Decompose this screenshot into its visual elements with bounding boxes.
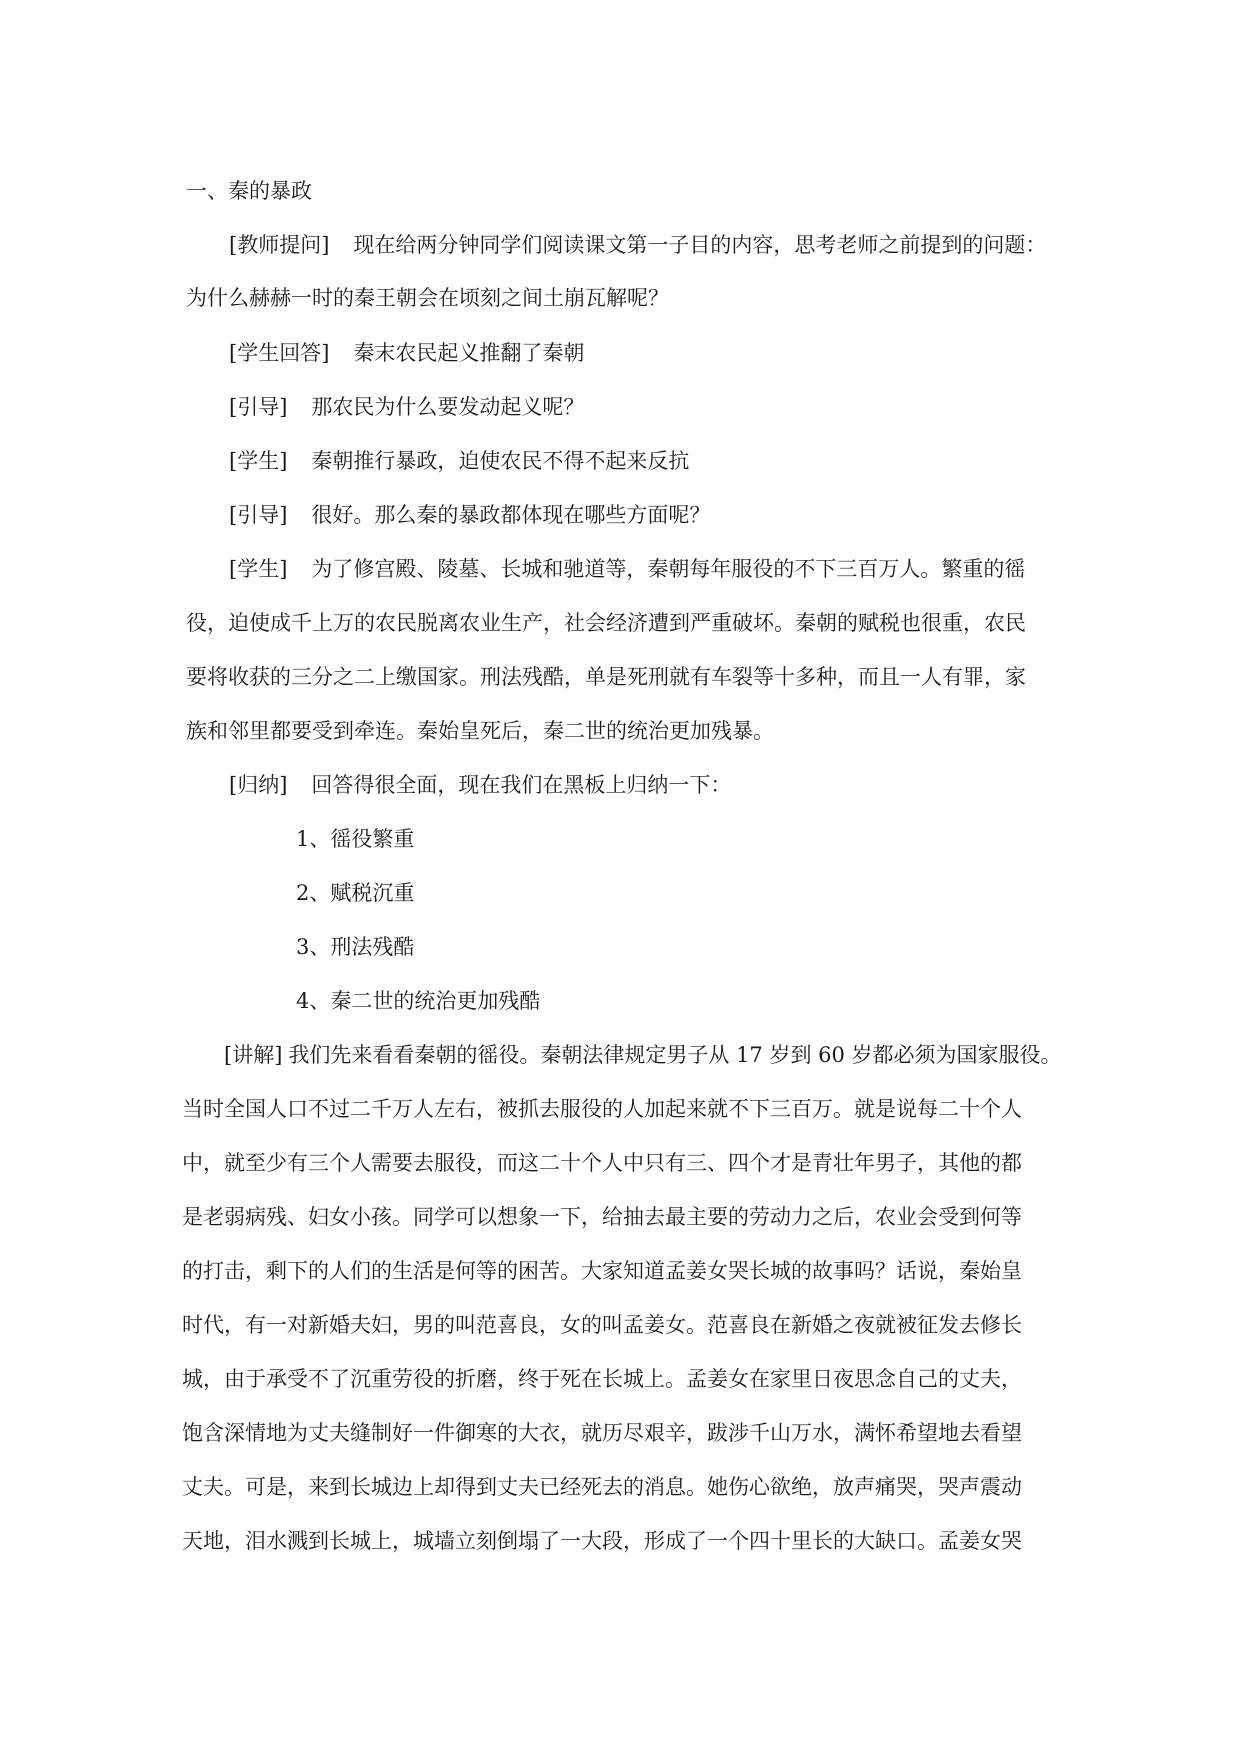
dialogue-continuation: 要将收获的三分之二上缴国家。刑法残酷，单是死刑就有车裂等十多种，而且一人有罪，家 — [186, 665, 1026, 689]
lecture-line: 饱含深情地为丈夫缝制好一件御寒的大衣，就历尽艰辛，跋涉千山万水，满怀希望地去看望 — [182, 1421, 1022, 1445]
summary-item: 3、刑法残酷 — [296, 935, 415, 959]
dialogue-line — [229, 770, 731, 800]
lecture-line: 城，由于承受不了沉重劳役的折磨，终于死在长城上。孟姜女在家里日夜思念自己的丈夫， — [182, 1367, 1022, 1391]
section-title: 一、秦的暴政 — [186, 179, 312, 203]
lecture-line: 丈夫。可是，来到长城边上却得到丈夫已经死去的消息。她伤心欲绝，放声痛哭，哭声震动 — [182, 1475, 1022, 1499]
speaker-tag: [学生回答] — [229, 341, 330, 365]
speaker-tag: [学生] — [229, 557, 288, 581]
dialogue-text: 回答得很全面，现在我们在黑板上归纳一下： — [311, 773, 732, 797]
lecture-line: 当时全国人口不过二千万人左右，被抓去服役的人加起来就不下三百万。就是说每二十个人 — [182, 1097, 1022, 1121]
lecture-line: 中，就至少有三个人需要去服役，而这二十个人中只有三、四个才是青壮年男子，其他的都 — [182, 1151, 1022, 1175]
dialogue-text: 现在给两分钟同学们阅读课文第一子目的内容，思考老师之前提到的问题： — [353, 233, 1047, 257]
summary-item: 2、赋税沉重 — [296, 881, 415, 905]
dialogue-continuation: 族和邻里都要受到牵连。秦始皇死后，秦二世的统治更加残暴。 — [186, 719, 774, 743]
summary-item: 1、徭役繁重 — [296, 827, 415, 851]
dialogue-line — [229, 554, 1025, 584]
dialogue-text: 那农民为什么要发动起义呢？ — [311, 395, 585, 419]
dialogue-line — [229, 392, 584, 422]
dialogue-continuation: 役，迫使成千上万的农民脱离农业生产，社会经济遭到严重破坏。秦朝的赋税也很重，农民 — [186, 611, 1026, 635]
speaker-tag: [讲解] — [224, 1043, 283, 1067]
summary-item: 4、秦二世的统治更加残酷 — [296, 989, 541, 1013]
dialogue-text: 秦末农民起义推翻了秦朝 — [353, 341, 585, 365]
dialogue-text: 为了修宫殿、陵墓、长城和驰道等，秦朝每年服役的不下三百万人。繁重的徭 — [311, 557, 1026, 581]
dialogue-line — [229, 446, 689, 476]
lecture-line: 天地，泪水溅到长城上，城墙立刻倒塌了一大段，形成了一个四十里长的大缺口。孟姜女哭 — [182, 1529, 1022, 1553]
speaker-tag: [引导] — [229, 503, 288, 527]
lecture-text: 我们先来看看秦朝的徭役。秦朝法律规定男子从 17 岁到 60 岁都必须为国家服役。 — [288, 1043, 1062, 1067]
speaker-tag: [引导] — [229, 395, 288, 419]
lecture-line: 时代，有一对新婚夫妇，男的叫范喜良，女的叫孟姜女。范喜良在新婚之夜就被征发去修长 — [182, 1313, 1022, 1337]
dialogue-text: 秦朝推行暴政，迫使农民不得不起来反抗 — [311, 449, 690, 473]
dialogue-line — [229, 230, 1046, 260]
speaker-tag: [归纳] — [229, 773, 288, 797]
lecture-line — [224, 1040, 1062, 1070]
lecture-line: 是老弱病残、妇女小孩。同学可以想象一下，给抽去最主要的劳动力之后，农业会受到何等 — [182, 1205, 1022, 1229]
dialogue-line — [229, 338, 584, 368]
dialogue-continuation: 为什么赫赫一时的秦王朝会在顷刻之间土崩瓦解呢？ — [186, 286, 669, 310]
speaker-tag: [教师提问] — [229, 233, 330, 257]
speaker-tag: [学生] — [229, 449, 288, 473]
lecture-line: 的打击，剩下的人们的生活是何等的困苦。大家知道孟姜女哭长城的故事吗？话说，秦始皇 — [182, 1259, 1022, 1283]
dialogue-line — [229, 500, 710, 530]
dialogue-text: 很好。那么秦的暴政都体现在哪些方面呢？ — [311, 503, 711, 527]
